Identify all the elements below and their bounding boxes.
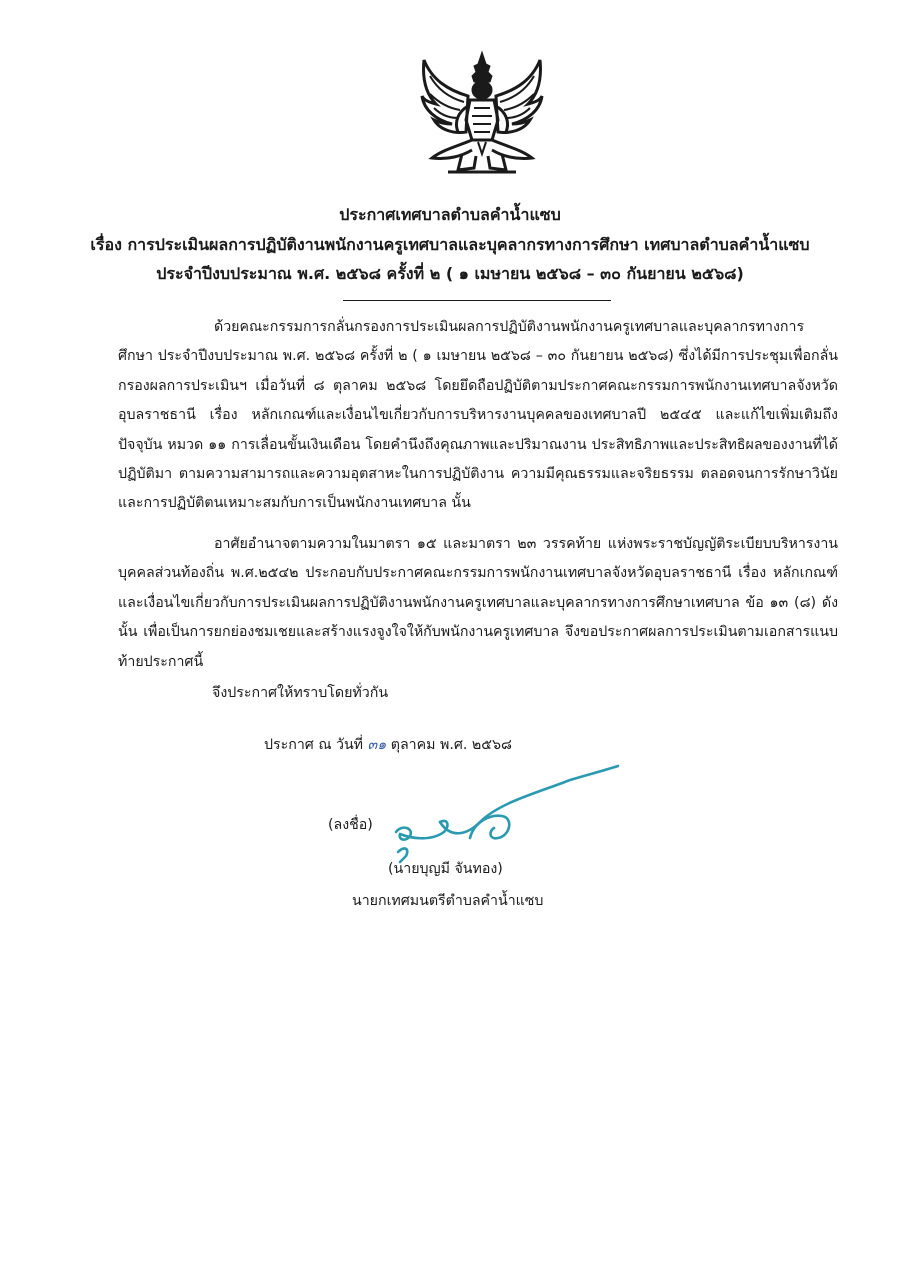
dateline-day-handwritten: ๓๑ [367, 737, 387, 753]
closing-statement: จึงประกาศให้ทราบโดยทั่วกัน [212, 685, 389, 701]
announcement-issuer: ประกาศเทศบาลตำบลคำน้ำแซบ [339, 205, 561, 224]
handwritten-signature [370, 752, 670, 872]
garuda-emblem-icon [418, 50, 546, 180]
dateline-suffix: ตุลาคม พ.ศ. ๒๕๖๘ [390, 737, 512, 753]
signer-name: (นายบุญมี จันทอง) [388, 861, 503, 877]
signer-position: นายกเทศมนตรีตำบลคำน้ำแซบ [352, 893, 544, 909]
signature-label: (ลงชื่อ) [328, 817, 373, 833]
body-paragraph-2: อาศัยอำนาจตามความในมาตรา ๑๕ และมาตรา ๒๓ วรรคท้าย แห่งพระราชบัญญัติระเบียบบริหารงานบุคคลส่วนท้องถิ่น พ.ศ.๒๕๔๒ ประกอบกับประกาศคณะกรรมการพนักงานเทศบาลจังหวัดอุบลราชธานี เรื่อง หลักเกณฑ์และเงื่อนไขเกี่ยวกับการประเมินผลการปฏิบัติงานพนักงานครูเทศบาลและบุคลากรทางการศึกษาเทศบาล ข้อ ๑๓ (๘) ดังนั้น เพื่อเป็นการยกย่องชมเชยและสร้างแรงจูงใจให้กับพนักงานครูเทศบาล จึงขอประกาศผลการประเมินตามเอกสารแนบท้ายประกาศนี้ [118, 536, 838, 670]
announcement-period: ประจำปีงบประมาณ พ.ศ. ๒๕๖๘ ครั้งที่ ๒ ( ๑ เมษายน ๒๕๖๘ – ๓๐ กันยายน ๒๕๖๘) [156, 264, 744, 283]
announcement-subject: เรื่อง การประเมินผลการปฏิบัติงานพนักงานครูเทศบาลและบุคลากรทางการศึกษา เทศบาลตำบลคำน้ำแซบ [90, 235, 810, 254]
dateline-prefix: ประกาศ ณ วันที่ [264, 737, 364, 753]
body-paragraph-1: ด้วยคณะกรรมการกลั่นกรองการประเมินผลการปฏิบัติงานพนักงานครูเทศบาลและบุคลากรทางการศึกษา ประจำปีงบประมาณ พ.ศ. ๒๕๖๘ ครั้งที่ ๒ ( ๑ เมษายน ๒๕๖๘ – ๓๐ กันยายน ๒๕๖๘) ซึ่งได้มีการประชุมเพื่อกลั่นกรองผลการประเมินฯ เมื่อวันที่ ๘ ตุลาคม ๒๕๖๘ โดยยึดถือปฏิบัติตามประกาศคณะกรรมการพนักงานเทศบาลจังหวัดอุบลราชธานี เรื่อง หลักเกณฑ์และเงื่อนไขเกี่ยวกับการบริหารงานบุคคลของเทศบาลปี ๒๕๔๕ และแก้ไขเพิ่มเติมถึงปัจจุบัน หมวด ๑๑ การเลื่อนขั้นเงินเดือน โดยคำนึงถึงคุณภาพและปริมาณงาน ประสิทธิภาพและประสิทธิผลของงานที่ได้ปฏิบัติมา ตามความสามารถและความอุตสาหะในการปฏิบัติงาน ความมีคุณธรรมและจริยธรรม ตลอดจนการรักษาวินัย และการปฏิบัติตนเหมาะสมกับการเป็นพนักงานเทศบาล นั้น [118, 319, 838, 512]
title-divider [343, 300, 611, 301]
